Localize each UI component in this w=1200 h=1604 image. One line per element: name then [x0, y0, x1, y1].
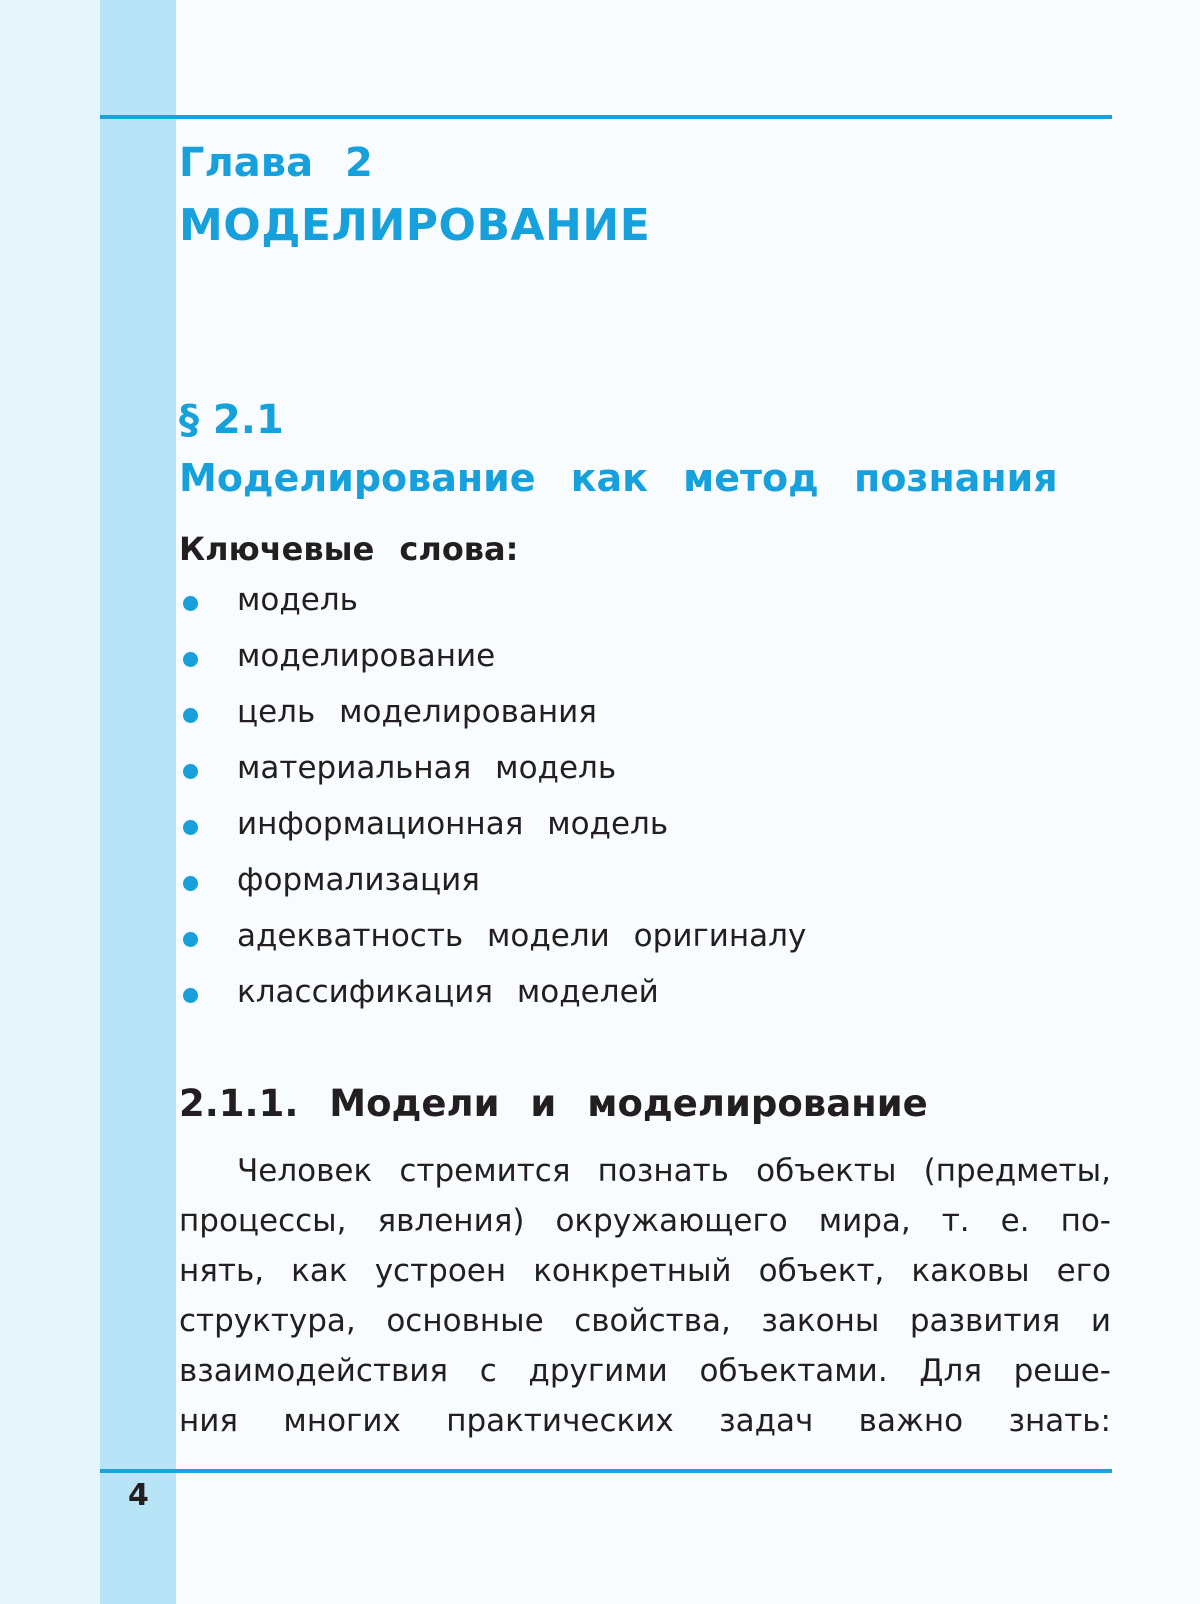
keyword-item	[179, 916, 806, 972]
chapter-title: МОДЕЛИРОВАНИЕ	[179, 200, 651, 251]
body-line: Человек стремится познать объекты (предметы,	[237, 1153, 1111, 1189]
keyword-text: модель	[237, 582, 358, 618]
keyword-text: классификация моделей	[237, 974, 659, 1010]
keyword-text: материальная модель	[237, 750, 617, 786]
keyword-item	[179, 580, 806, 636]
keywords-list	[179, 580, 806, 1028]
body-line: процессы, явления) окружающего мира, т. е. по-	[179, 1203, 1111, 1239]
keyword-item	[179, 804, 806, 860]
body-line: структура, основные свойства, законы развития и	[179, 1303, 1111, 1339]
margin-strip	[100, 0, 176, 1604]
body-line: ния многих практических задач важно знать:	[179, 1403, 1111, 1439]
keyword-item	[179, 972, 806, 1028]
keyword-text: моделирование	[237, 638, 496, 674]
section-title: Моделирование как метод познания	[179, 456, 1058, 500]
keyword-item	[179, 860, 806, 916]
bullet-icon	[183, 988, 198, 1003]
bullet-icon	[183, 820, 198, 835]
bullet-icon	[183, 764, 198, 779]
keyword-text: адекватность модели оригиналу	[237, 918, 807, 954]
top-rule	[100, 115, 1112, 119]
bottom-rule	[100, 1469, 1112, 1473]
body-paragraph	[179, 1146, 1111, 1446]
keyword-item	[179, 692, 806, 748]
bullet-icon	[183, 932, 198, 947]
body-line: взаимодействия с другими объектами. Для реше-	[179, 1353, 1111, 1389]
subsection-title: 2.1.1. Модели и моделирование	[179, 1082, 928, 1125]
keyword-text: формализация	[237, 862, 480, 898]
keyword-item	[179, 636, 806, 692]
keywords-heading: Ключевые слова:	[179, 530, 519, 568]
keyword-text: цель моделирования	[237, 694, 597, 730]
body-line: нять, как устроен конкретный объект, каковы его	[179, 1253, 1111, 1289]
chapter-label: Глава 2	[179, 140, 373, 186]
page-number: 4	[128, 1478, 149, 1513]
section-number: § 2.1	[179, 397, 284, 443]
bullet-icon	[183, 708, 198, 723]
keyword-text: информационная модель	[237, 806, 669, 842]
bullet-icon	[183, 652, 198, 667]
keyword-item	[179, 748, 806, 804]
bullet-icon	[183, 876, 198, 891]
bullet-icon	[183, 596, 198, 611]
